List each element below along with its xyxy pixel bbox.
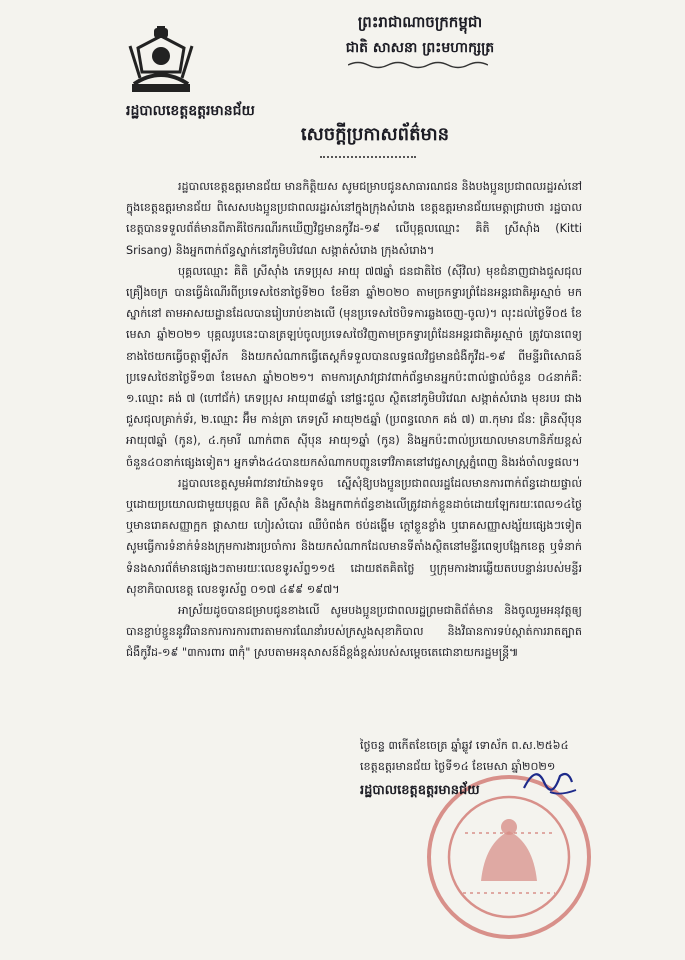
heading-ornament [348,60,488,70]
signing-authority: រដ្ឋបាលខេត្តឧត្ដរមានជ័យ [360,783,480,798]
solar-date: ខេត្តឧត្ដរមានជ័យ ថ្ងៃទី១៤ ខែមេសា ឆ្នាំ២០២១ [360,760,556,773]
document-body [126,176,582,664]
national-motto: ជាតិ សាសនា ព្រះមហាក្សត្រ [345,40,495,56]
issuing-authority: រដ្ឋបាលខេត្តឧត្ដរមានជ័យ [126,103,255,119]
paragraph-announcement: រដ្ឋបាលខេត្តឧត្ដរមានជ័យ មានកិត្តិយស សូមជម្រាបជូនសាធារណជន និងបងប្អូនប្រជាពលរដ្ឋរស់នៅក្នុងខេត្តឧត្ដរមានជ័យ ពិសេសបងប្អូនប្រជាពលរដ្ឋរស់នៅក្នុងក្រុងសំរោង ខេត្តឧត្ដរមានជ័យមេត្តាជ្រាបថា រដ្ឋបាលខេត្តបានទទួលព័ត៌មានពីភាគីថៃករណីរកឃើញវិជ្ជមានកូវីដ-១៩ លើបុគ្គលឈ្មោះ គិតិ ស្រីស៊ាំង (Kitti Srisang) និងអ្នកពាក់ព័ន្ធស្នាក់នៅភូមិបរិវេណ សង្កាត់សំរោង ក្រុងសំរោង។ [126,180,582,257]
paragraph-case-details: បុគ្គលឈ្មោះ គិតិ ស្រីស៊ាំង ភេទប្រុស អាយុ ៧៧ឆ្នាំ ជនជាតិថៃ (ស៊ីវិល) មុខជំនាញជាងជួសជុលគ្រឿងចក្រ បានធ្វើដំណើរពីប្រទេសថៃនាថ្ងៃទី២០ ខែមីនា ឆ្នាំ២០២០ តាមច្រកទ្វារព្រំដែនអន្តរជាតិអូរស្មាច់ មកស្នាក់នៅ តាមអាសយដ្ឋានដែលបានរៀបរាប់ខាងលើ (មុនប្រទេសថៃបិទការឆ្លងចេញ-ចូល)។ លុះដល់ថ្ងៃទី០៥ ខែមេសា ឆ្នាំ២០២១ បុគ្គលរូបនេះបានត្រឡប់ចូលប្រទេសថៃវិញតាមច្រកទ្វារព្រំដែនអន្តរជាតិអូរស្មាច់ ត្រូវបានពេទ្យខាងថៃយកធ្វើចត្តាឡីស័ក និងយកសំណាកធ្វើតេស្តក៏ទទួលបានលទ្ធផលវិជ្ជមានជំងឺកូវីដ-១៩ ពីមន្ទីរពិសោធន៍ប្រទេសថៃនាថ្ងៃទី១៣ ខែមេសា ឆ្នាំ២០២១។ តាមការស្រាវជ្រាវពាក់ព័ន្ធមានអ្នកប៉ះពាល់ផ្ទាល់ចំនួន ០៤នាក់គឺ: ១.ឈ្មោះ គង់ ៧ (ហៅជ័ក់) ភេទប្រុស អាយុ៣៨ឆ្នាំ នៅផ្ទះជួល ស្ថិតនៅភូមិបរិវេណ សង្កាត់សំរោង មុខរបរ ជាងជួសជុលគ្រាក់ទ័រ, ២.ឈ្មោះ អ៊ឹម កាន់ត្រា ភេទស្រី អាយុ២៥ឆ្នាំ (ប្រពន្ធលោក គង់ ៧) ៣.កុមារ ជ័ន: គ្រិនស៊ីបុន អាយុ៧ឆ្នាំ (កូន), ៤.កុមារី ណាក់ពាត សុីបុន អាយុ១ឆ្នាំ (កូន) និងអ្នកប៉ះពាល់ប្រយោលមានហានិភ័យខ្ពស់ចំនួន៤០នាក់ផ្សេងទៀត។ អ្នកទាំង៤៤បានយកសំណាកបញ្ជូនទៅវិភាគនៅវេជ្ជសាស្ត្រភ្នំពេញ និងរង់ចាំលទ្ធផល។ [126,264,582,469]
paragraph-appeal: រដ្ឋបាលខេត្តសូមអំពាវនាវយ៉ាងទទូច ស្នើសុំឱ្យបងប្អូនប្រជាពលរដ្ឋដែលមានការពាក់ព័ន្ធដោយផ្ទាល់ ឬដោយប្រយោលជាមួយបុគ្គល គិតិ ស្រីស៊ាំង និងអ្នកពាក់ព័ន្ធខាងលើត្រូវដាក់ខ្លួនដាច់ដោយឡែករយៈពេល១៤ថ្ងៃ ឬមានរោគសញ្ញាក្អក ផ្ដាសាយ ហៀរសំបោរ ឈឺបំពង់ក ថប់ដង្ហើម ក្ដៅខ្លួនខ្លាំង ឬរោគសញ្ញាសង្ស័យផ្សេងៗទៀត សូមធ្វើការទំនាក់ទំនងក្រុមការងារប្រចាំការ និងយកសំណាកដែលមានទីតាំងស្ថិតនៅមន្ទីរពេទ្យបង្អែកខេត្ត ឬទំនាក់ទំនងសារព័ត៌មានផ្សេងៗតាមរយៈលេខទូរស័ព្ទ១១៥ ដោយឥតគិតថ្លៃ ឬក្រុមការងារឆ្លើយតបបន្ទាន់របស់មន្ទីរសុខាភិបាលខេត្ត លេខទូរស័ព្ទ ០១៧ ៤៩៩ ១៩៧។ [126,476,582,596]
handwritten-signature [520,752,580,804]
lunar-date: ថ្ងៃចន្ទ ៣កើតខែចេត្រ ឆ្នាំឆ្លូវ ទោស័ក ព.ស.២៥៦៤ [360,739,569,752]
royal-coat-of-arms-emblem [128,26,194,98]
kingdom-heading: ព្រះរាជាណាចក្រកម្ពុជា [357,13,483,31]
document-title: សេចក្ដីប្រកាសព័ត៌មាន [300,124,450,145]
title-divider [320,156,416,158]
paragraph-conclusion: អាស្រ័យដូចបានជម្រាបជូនខាងលើ សូមបងប្អូនប្រជាពលរដ្ឋព្រមជាតិព័ត៌មាន និងចូលរួមអនុវត្តឲ្យបានខ្ជាប់ខ្ជួននូវវិធានការការការពារតាមការណែនាំរបស់ក្រសួងសុខាភិបាល និងវិធានការទប់ស្កាត់ការរាតត្បាតជំងឺកូវីដ-១៩ "៣ការពារ ៣កុំ" ស្របតាមអនុសាសន៍ដ៏ខ្ពង់ខ្ពស់របស់សម្ដេចតេជោនាយករដ្ឋមន្ត្រី៕ [126,604,582,660]
